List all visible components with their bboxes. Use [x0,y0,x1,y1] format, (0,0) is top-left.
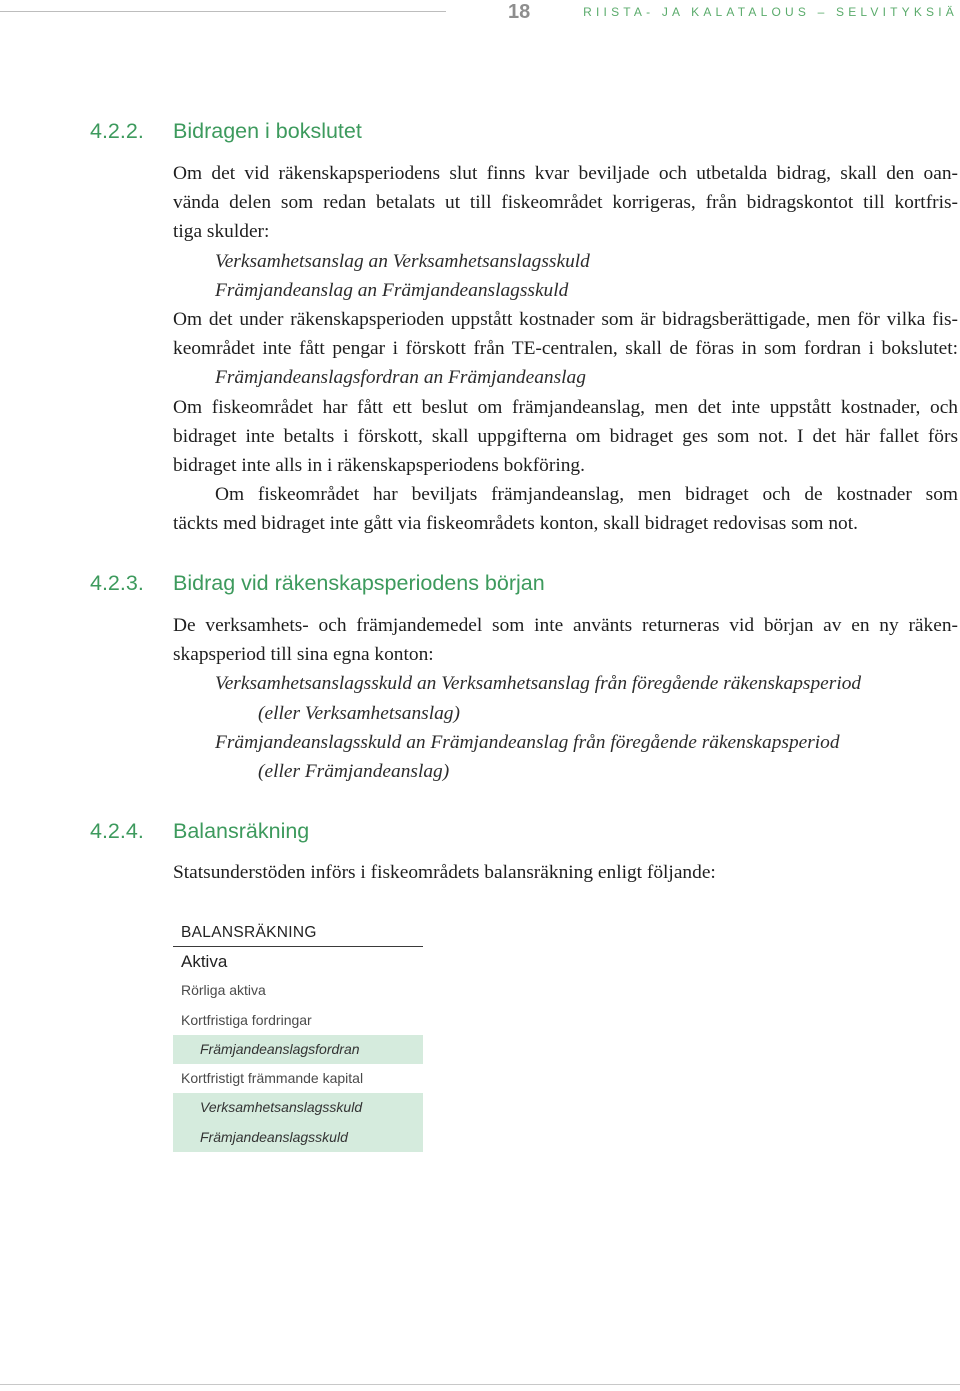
balance-sheet-title: BALANSRÄKNING [173,917,423,947]
accounting-entry-note: (eller Verksamhetsanslag) [258,702,460,724]
section-number: 4.2.4. [90,819,144,843]
balance-sheet-table [173,917,423,1152]
accounting-entry-line: Verksamhetsanslag an Verksamhetsanslagsskuld [215,250,590,272]
table-row-highlighted: Främjandeanslagsfordran [173,1035,423,1064]
body-line: Om fiskeområdet har fått ett beslut om främjandeanslag, men det inte uppstått kostnader, och [173,396,958,418]
accounting-entry-note: (eller Främjandeanslag) [258,760,450,782]
body-line: bidraget inte betalts i förskott, skall uppgifterna om bidraget ges som not. I det här fallet förs [173,425,958,447]
table-row: Aktiva [181,952,228,971]
section-body-4-2-2 [173,159,958,538]
page-number: 18 [508,1,531,23]
accounting-entry-line: Främjandeanslag an Främjandeanslagsskuld [215,279,569,301]
accounting-entry-line: Främjandeanslagsfordran an Främjandeanslag [215,367,586,389]
body-line: tiga skulder: [173,221,270,243]
accounting-entry-line: Främjandeanslagsskuld an Främjandeanslag från föregående räkenskapsperiod [215,731,840,753]
body-line: Statsunderstöden införs i fiskeområdets balansräkning enligt följande: [173,862,716,883]
section-title: Bidrag vid räkenskapsperiodens början [173,571,545,595]
body-line: täckts med bidraget inte gått via fiskeområdets konton, skall bidraget redovisas som not. [173,513,858,535]
body-line: bidraget inte alls in i räkenskapsperiodens bokföring. [173,454,585,476]
section-title: Balansräkning [173,819,310,843]
accounting-entry-line: Verksamhetsanslagsskuld an Verksamhetsanslag från föregående räkenskapsperiod [215,673,862,695]
header-rule [0,11,446,12]
section-body-4-2-4 [173,858,958,887]
body-line: Om det under räkenskapsperioden uppstått kostnader som är bidragsberättigade, men för vilka fis- [173,308,958,330]
body-line: Om det vid räkenskapsperiodens slut finns kvar beviljade och utbetalda bidrag, skall den oan- [173,163,958,184]
body-line: keområdet inte fått pengar i förskott från TE-centralen, skall de föras in som fordran i bokslutet: [173,338,958,360]
table-row: Kortfristigt främmande kapital [181,1070,364,1087]
footer-rule [0,1384,960,1385]
section-number: 4.2.2. [90,119,144,143]
series-title: RIISTA- JA KALATALOUS – SELVITYKSIÄ [583,5,958,19]
section-title: Bidragen i bokslutet [173,119,362,143]
section-heading-4-2-4 [0,818,960,844]
body-line: vända delen som redan betalats ut till fiskeområdet korrigeras, från bidragskontot till kortfris- [173,192,958,214]
table-row: Rörliga aktiva [181,982,266,999]
table-row-highlighted: Främjandeanslagsskuld [173,1123,423,1152]
section-body-4-2-3 [173,611,958,786]
section-number: 4.2.3. [90,571,144,595]
body-line: Om fiskeområdet har beviljats främjandeanslag, men bidraget och de kostnader som [215,484,958,506]
body-line: De verksamhets- och främjandemedel som inte använts returneras vid början av en ny räken- [173,615,958,636]
section-heading-4-2-2 [0,118,960,144]
table-row: Kortfristiga fordringar [181,1011,312,1028]
section-heading-4-2-3 [0,570,960,596]
body-line: skapsperiod till sina egna konton: [173,644,434,666]
table-row-highlighted: Verksamhetsanslagsskuld [173,1093,423,1122]
